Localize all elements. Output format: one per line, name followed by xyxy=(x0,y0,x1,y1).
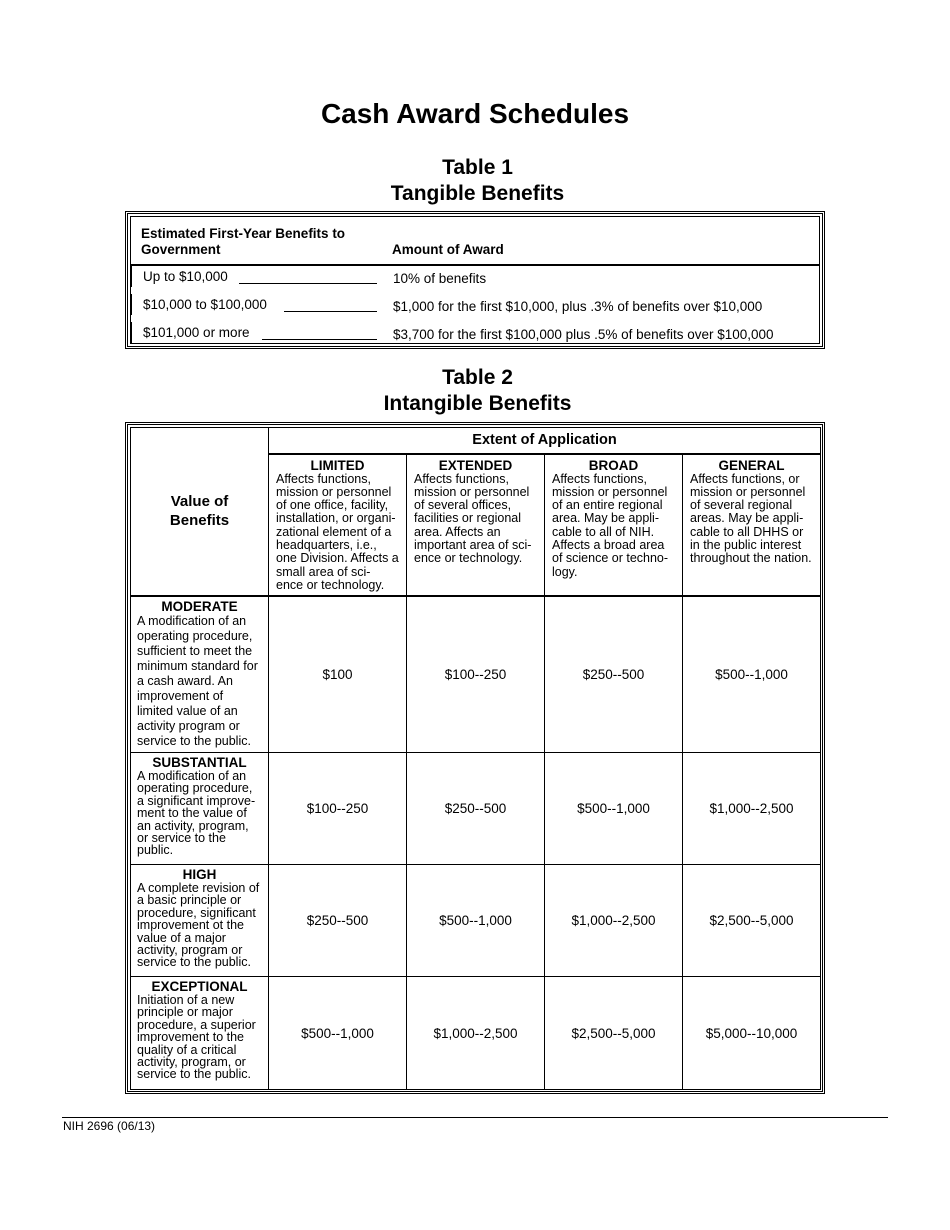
tangible-benefits-table xyxy=(125,211,825,349)
extent-of-application-header: Extent of Application xyxy=(269,428,821,454)
column-header-general xyxy=(683,454,821,596)
column-name: BROAD xyxy=(588,457,639,473)
table-row xyxy=(131,596,821,753)
award-amount: $1,000 for the first $10,000, plus .3% of benefits over $10,000 xyxy=(393,299,763,314)
table-row xyxy=(131,322,819,350)
row-description: A modification of an operating procedure, sufficient to meet the minimum standard for a cash award. An improvement of limited value of an activity program or service to the public. xyxy=(137,613,258,748)
row-description: A complete revision of a basic principle or procedure, significant improvement ot the value of a major activity, program or service to the public. xyxy=(137,881,260,970)
benefits-range: Up to $10,000 xyxy=(143,269,228,284)
award-cell: $1,000--2,500 xyxy=(407,977,545,1090)
award-cell: $1,000--2,500 xyxy=(545,865,683,977)
column-header-extended xyxy=(407,454,545,596)
row-name: MODERATE xyxy=(161,598,238,614)
table1-subtitle: Tangible Benefits xyxy=(390,182,565,205)
award-cell: $500--1,000 xyxy=(407,865,545,977)
column-header-limited xyxy=(269,454,407,596)
row-description: A modification of an operating procedure, a significant improve- ment to the value of an activity, program, or service to the public. xyxy=(137,769,256,858)
column-description: Affects functions, mission or personnel of several offices, facilities or regional area. Affects an important area of sci- ence or technology. xyxy=(414,471,532,566)
award-cell: $250--500 xyxy=(407,753,545,865)
column-name: EXTENDED xyxy=(438,457,513,473)
award-cell: $500--1,000 xyxy=(683,596,821,753)
award-cell: $5,000--10,000 xyxy=(683,977,821,1090)
page-title: Cash Award Schedules xyxy=(320,98,630,129)
fill-line xyxy=(239,283,377,284)
column-name: GENERAL xyxy=(718,457,785,473)
table-row xyxy=(131,977,821,1090)
row-header-substantial xyxy=(131,753,269,865)
column-name: LIMITED xyxy=(310,457,365,473)
row-name: EXCEPTIONAL xyxy=(151,979,248,994)
row-header-moderate xyxy=(131,596,269,753)
table2-subtitle: Intangible Benefits xyxy=(383,392,572,415)
award-cell: $250--500 xyxy=(545,596,683,753)
table-row xyxy=(131,294,819,322)
value-of-benefits-label: Value of Benefits xyxy=(169,493,230,530)
column-description: Affects functions, mission or personnel of an entire regional area. May be appli- cable to all of NIH. Affects a broad area of science or techno- logy. xyxy=(552,471,669,579)
value-of-benefits-header xyxy=(131,428,269,596)
row-name: SUBSTANTIAL xyxy=(152,755,247,770)
benefits-range: $10,000 to $100,000 xyxy=(143,297,267,312)
award-amount: $3,700 for the first $100,000 plus .5% of benefits over $100,000 xyxy=(393,327,774,342)
fill-line xyxy=(284,311,377,312)
table2-number: Table 2 xyxy=(442,366,513,389)
row-name: HIGH xyxy=(182,867,217,882)
column-description: Affects functions, or mission or personnel of several regional areas. May be appli- cable to all DHHS or in the public interest throughout the nation. xyxy=(690,471,812,566)
table2-heading xyxy=(0,365,950,417)
table-row xyxy=(131,753,821,865)
fill-line xyxy=(262,339,377,340)
benefits-range: $101,000 or more xyxy=(143,325,250,340)
award-cell: $500--1,000 xyxy=(545,753,683,865)
column-header-broad xyxy=(545,454,683,596)
table-row xyxy=(131,865,821,977)
row-header-high xyxy=(131,865,269,977)
award-cell: $2,500--5,000 xyxy=(683,865,821,977)
row-description: Initiation of a new principle or major procedure, a superior improvement to the quality of a critical activity, program, or service to the public. xyxy=(137,993,256,1082)
award-cell: $500--1,000 xyxy=(269,977,407,1090)
table1-heading xyxy=(0,155,950,207)
table-row xyxy=(131,266,819,294)
award-cell: $100 xyxy=(269,596,407,753)
table1-col-award: Amount of Award xyxy=(392,242,504,257)
form-code: NIH 2696 (06/13) xyxy=(63,1119,156,1133)
award-cell: $100--250 xyxy=(269,753,407,865)
table1-col-benefits: Estimated First-Year Benefits to Government xyxy=(141,226,346,257)
award-amount: 10% of benefits xyxy=(393,271,487,286)
award-cell: $2,500--5,000 xyxy=(545,977,683,1090)
award-cell: $250--500 xyxy=(269,865,407,977)
award-cell: $100--250 xyxy=(407,596,545,753)
intangible-benefits-table xyxy=(125,422,825,1094)
table1-number: Table 1 xyxy=(442,156,513,179)
column-description: Affects functions, mission or personnel of one office, facility, installation, or organi- zational element of a headquarters, i.e., one Division. Affects a small area of sci- ence or technology. xyxy=(276,471,399,592)
award-cell: $1,000--2,500 xyxy=(683,753,821,865)
table1-header-row xyxy=(131,217,819,266)
footer-rule xyxy=(62,1117,888,1118)
row-header-exceptional xyxy=(131,977,269,1090)
